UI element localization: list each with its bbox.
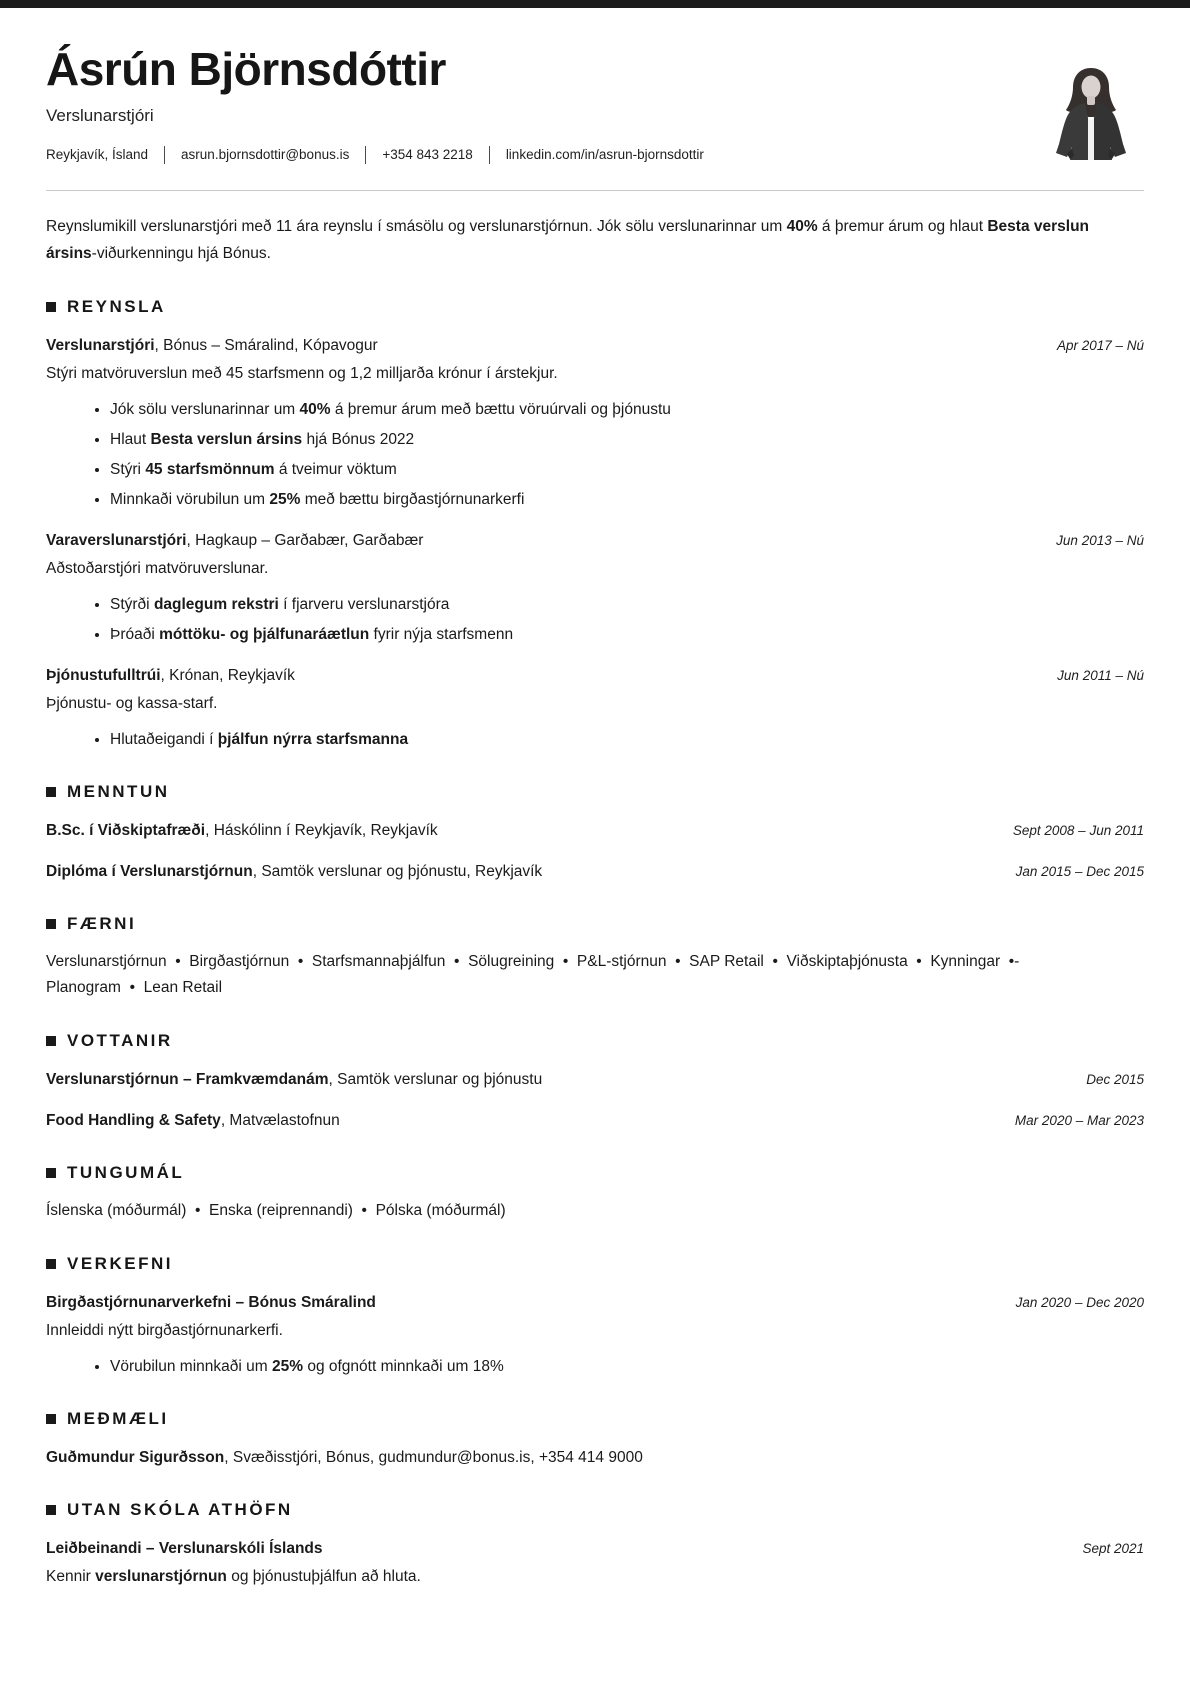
- education-entry: [46, 819, 1144, 843]
- bullet-text: fyrir nýja starfsmenn: [369, 625, 514, 643]
- description-text: Kennir: [46, 1567, 96, 1585]
- reference-entry: [46, 1445, 1144, 1470]
- bullet-text: Stýri: [110, 460, 146, 478]
- section-references: [46, 1409, 1144, 1470]
- bullet-list: [46, 727, 1144, 752]
- section-marker-icon: [46, 1414, 56, 1424]
- entry-title: Food Handling & Safety: [46, 1111, 221, 1129]
- section-marker-icon: [46, 787, 56, 797]
- entry-description: [46, 1564, 1144, 1589]
- entry-title: Varaverslunarstjóri: [46, 531, 187, 549]
- profile-photo: [1044, 58, 1138, 160]
- entry-subtitle: , Matvælastofnun: [220, 1111, 340, 1129]
- contact-linkedin: linkedin.com/in/asrun-bjornsdottir: [505, 147, 704, 163]
- header-divider: [46, 190, 1144, 191]
- entry-date: Dec 2015: [1086, 1071, 1144, 1087]
- bullet-item: [110, 427, 1144, 452]
- entry-date: Jan 2020 – Dec 2020: [1015, 1294, 1144, 1310]
- section-label: REYNSLA: [67, 296, 166, 316]
- section-extracurricular: [46, 1500, 1144, 1589]
- entry-date: Jan 2015 – Dec 2015: [1015, 863, 1144, 879]
- bullet-highlight: Besta verslun ársins: [150, 430, 303, 448]
- bullet-text: hjá Bónus 2022: [302, 430, 415, 448]
- bullet-text: Vörubilun minnkaði um: [110, 1357, 272, 1375]
- section-heading-skills: [46, 914, 1144, 934]
- entry-description: Stýri matvöruverslun með 45 starfsmenn og 1,2 milljarða krónur í árstekjur.: [46, 364, 558, 382]
- bullet-highlight: daglegum rekstri: [153, 595, 279, 613]
- job-entry: [46, 529, 1144, 647]
- entry-subtitle: , Samtök verslunar og þjónustu, Reykjavík: [252, 862, 543, 880]
- languages-list: Íslenska (móðurmál) • Enska (reiprennandi) • Pólska (móðurmál): [46, 1201, 506, 1219]
- bullet-text: og ofgnótt minnkaði um 18%: [303, 1357, 504, 1375]
- certification-entry: [46, 1068, 1144, 1092]
- section-heading-extracurricular: [46, 1500, 1144, 1520]
- skills-line-1: Verslunarstjórnun • Birgðastjórnun • Starfsmannaþjálfun • Sölugreining • P&L-stjórnun • SAP Retail • Viðskiptaþjónusta • Kynningar •-: [46, 952, 1020, 970]
- section-label: UTAN SKÓLA ATHÖFN: [67, 1499, 293, 1519]
- reference-name: Guðmundur Sigurðsson: [46, 1448, 225, 1466]
- section-experience: [46, 297, 1144, 752]
- extracurricular-entry: [46, 1537, 1144, 1561]
- entry-date: Sept 2021: [1082, 1540, 1144, 1556]
- separator-bar-icon: [164, 146, 165, 164]
- entry-header: [46, 664, 1144, 688]
- bullet-text: Þróaði: [110, 625, 160, 643]
- entry-date: Apr 2017 – Nú: [1056, 337, 1144, 353]
- entry-title-line: [46, 1537, 323, 1561]
- bullet-item: [110, 622, 1144, 647]
- bullet-text: Minnkaði vörubilun um: [110, 490, 270, 508]
- certification-entry: [46, 1109, 1144, 1133]
- section-label: FÆRNI: [67, 913, 137, 933]
- header: [46, 44, 1144, 164]
- skills-list: [46, 949, 1144, 1001]
- separator-bar-icon: [489, 146, 490, 164]
- bullet-item: [110, 487, 1144, 512]
- entry-title: Verslunarstjórnun – Framkvæmdanám: [46, 1070, 329, 1088]
- entry-header: [46, 334, 1144, 358]
- section-certifications: [46, 1031, 1144, 1133]
- bullet-text: Jók sölu verslunarinnar um: [110, 400, 300, 418]
- section-label: MEÐMÆLI: [67, 1408, 169, 1428]
- entry-date: Jun 2011 – Nú: [1057, 667, 1144, 683]
- description-text: og þjónustuþjálfun að hluta.: [226, 1567, 421, 1585]
- contact-row: [46, 146, 1144, 164]
- job-entry: [46, 334, 1144, 512]
- entry-title-line: [46, 1068, 542, 1092]
- section-languages: [46, 1163, 1144, 1224]
- bullet-text: Stýrði: [110, 595, 154, 613]
- entry-description: Þjónustu- og kassa-starf.: [46, 694, 218, 712]
- section-heading-languages: [46, 1163, 1144, 1183]
- summary-text: á þremur árum og hlaut: [817, 217, 988, 235]
- section-marker-icon: [46, 1505, 56, 1515]
- bullet-highlight: 25%: [271, 1357, 304, 1375]
- bullet-item: [110, 397, 1144, 422]
- entry-title: Verslunarstjóri: [46, 336, 155, 354]
- section-marker-icon: [46, 302, 56, 312]
- bullet-highlight: þjálfun nýrra starfsmanna: [217, 730, 409, 748]
- bullet-highlight: 40%: [299, 400, 331, 418]
- section-label: MENNTUN: [67, 781, 170, 801]
- bullet-item: [110, 727, 1144, 752]
- summary-text: Reynslumikill verslunarstjóri með 11 ára reynslu í smásölu og verslunarstjórnun. Jók sölu verslunarinnar um: [46, 217, 787, 235]
- summary-highlight: Besta verslun ársins: [46, 217, 1090, 262]
- description-highlight: verslunarstjórnun: [95, 1567, 227, 1585]
- bullet-list: [46, 397, 1144, 512]
- bullet-text: með bættu birgðastjórnunarkerfi: [300, 490, 525, 508]
- project-entry: [46, 1291, 1144, 1379]
- contact-phone: +354 843 2218: [382, 147, 473, 163]
- section-skills: [46, 914, 1144, 1001]
- section-marker-icon: [46, 1259, 56, 1269]
- entry-title: Leiðbeinandi – Verslunarskóli Íslands: [46, 1539, 323, 1557]
- entry-subtitle: , Háskólinn í Reykjavík, Reykjavík: [205, 821, 438, 839]
- top-accent-bar: [0, 0, 1190, 8]
- section-label: VOTTANIR: [67, 1030, 173, 1050]
- bullet-highlight: 45 starfsmönnum: [145, 460, 275, 478]
- section-marker-icon: [46, 1168, 56, 1178]
- bullet-text: á þremur árum með bættu vöruúrvali og þjónustu: [330, 400, 671, 418]
- section-heading-projects: [46, 1254, 1144, 1274]
- bullet-highlight: 25%: [269, 490, 301, 508]
- education-entry: [46, 860, 1144, 884]
- entry-header: [46, 1291, 1144, 1315]
- bullet-text: á tveimur vöktum: [274, 460, 397, 478]
- reference-details: , Svæðisstjóri, Bónus, gudmundur@bonus.is, +354 414 9000: [224, 1448, 643, 1466]
- bullet-text: Hlaut: [110, 430, 151, 448]
- section-label: VERKEFNI: [67, 1253, 173, 1273]
- bullet-highlight: móttöku- og þjálfunaráætlun: [159, 625, 370, 643]
- section-heading-references: [46, 1409, 1144, 1429]
- entry-date: Sept 2008 – Jun 2011: [1012, 822, 1144, 838]
- entry-title-line: [46, 819, 438, 843]
- summary-paragraph: [46, 213, 1144, 267]
- entry-title: Þjónustufulltrúi: [46, 666, 161, 684]
- entry-description: Innleiddi nýtt birgðastjórnunarkerfi.: [46, 1321, 283, 1339]
- bullet-item: [110, 592, 1144, 617]
- bullet-list: [46, 592, 1144, 647]
- page-title: Ásrún Björnsdóttir: [46, 43, 446, 95]
- section-projects: [46, 1254, 1144, 1379]
- section-heading-education: [46, 782, 1144, 802]
- entry-title: Diplóma í Verslunarstjórnun: [46, 862, 253, 880]
- entry-title-line: [46, 1291, 376, 1315]
- bullet-text: Hlutaðeigandi í: [110, 730, 218, 748]
- entry-title-line: [46, 1109, 340, 1133]
- entry-title-line: [46, 334, 378, 358]
- section-heading-experience: [46, 297, 1144, 317]
- contact-location: Reykjavík, Ísland: [46, 147, 149, 163]
- section-heading-certifications: [46, 1031, 1144, 1051]
- section-marker-icon: [46, 1036, 56, 1046]
- entry-title: B.Sc. í Viðskiptafræði: [46, 821, 206, 839]
- job-entry: [46, 664, 1144, 752]
- profile-photo-image: [1044, 58, 1138, 160]
- entry-title-line: [46, 529, 423, 553]
- bullet-item: [110, 457, 1144, 482]
- entry-header: [46, 529, 1144, 553]
- entry-date: Jun 2013 – Nú: [1056, 532, 1144, 548]
- section-education: [46, 782, 1144, 884]
- job-title: Verslunarstjóri: [46, 105, 154, 125]
- section-label: TUNGUMÁL: [67, 1162, 185, 1182]
- skills-line-2: Planogram • Lean Retail: [46, 978, 223, 996]
- entry-subtitle: , Hagkaup – Garðabær, Garðabær: [186, 531, 424, 549]
- summary-highlight: 40%: [786, 217, 818, 235]
- bullet-item: [110, 1354, 1144, 1379]
- entry-subtitle: , Krónan, Reykjavík: [160, 666, 295, 684]
- entry-title-line: [46, 664, 295, 688]
- entry-date: Mar 2020 – Mar 2023: [1014, 1112, 1144, 1128]
- entry-title-line: [46, 860, 542, 884]
- entry-title: Birgðastjórnunarverkefni – Bónus Smáralind: [46, 1293, 376, 1311]
- summary-text: -viðurkenningu hjá Bónus.: [91, 244, 271, 262]
- entry-subtitle: , Bónus – Smáralind, Kópavogur: [154, 336, 378, 354]
- bullet-text: í fjarveru verslunarstjóra: [278, 595, 450, 613]
- contact-email: asrun.bjornsdottir@bonus.is: [181, 147, 350, 163]
- entry-description: Aðstoðarstjóri matvöruverslunar.: [46, 559, 269, 577]
- separator-bar-icon: [365, 146, 366, 164]
- entry-subtitle: , Samtök verslunar og þjónustu: [328, 1070, 543, 1088]
- bullet-list: [46, 1354, 1144, 1379]
- section-marker-icon: [46, 919, 56, 929]
